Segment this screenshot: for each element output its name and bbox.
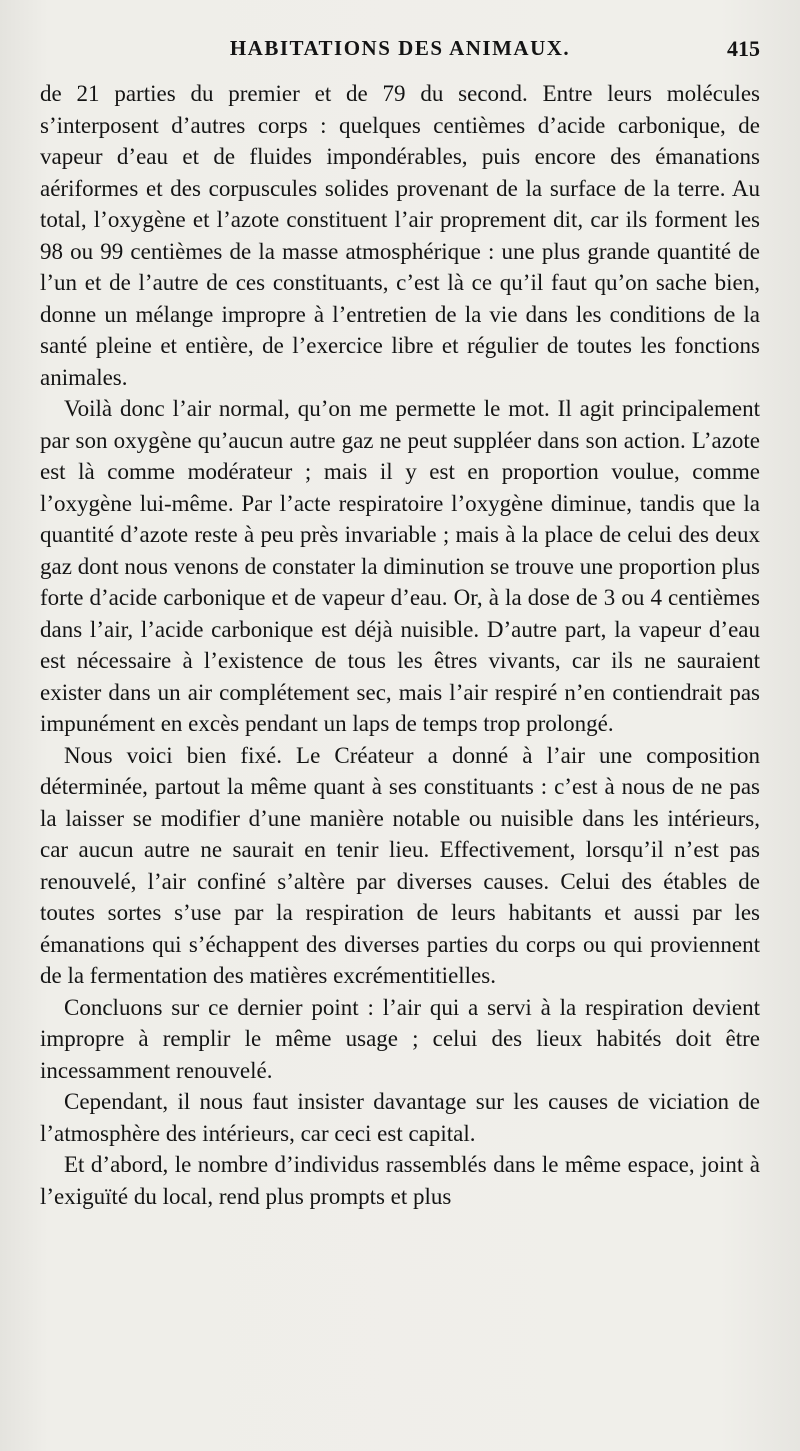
paragraph: Cependant, il nous faut insister davantage sur les causes de viciation de l’atmosphère des intérieurs, car ceci est capital. <box>40 1089 760 1146</box>
body-text <box>40 78 760 1212</box>
paragraph: Concluons sur ce dernier point : l’air qui a servi à la respiration devient impropre à remplir le même usage ; celui des lieux habités doit être incessamment renouvelé. <box>40 994 760 1083</box>
running-head <box>40 30 760 78</box>
paragraph: Voilà donc l’air normal, qu’on me permette le mot. Il agit principalement par son oxygène qu’aucun autre gaz ne peut suppléer dans son action. L’azote est là comme modérateur ; mais il y est en proportion voulue, comme l’oxygène lui-même. Par l’acte respiratoire l’oxygène diminue, tandis que la quantité d’azote reste à peu près invariable ; mais à la place de celui des deux gaz dont nous venons de constater la diminution se trouve une proportion plus forte d’acide carbonique et de vapeur d’eau. Or, à la dose de 3 ou 4 centièmes dans l’air, l’acide carbonique est déjà nuisible. D’autre part, la vapeur d’eau est nécessaire à l’existence de tous les êtres vivants, car ils ne sauraient exister dans un air complétement sec, mais l’air respiré n’en contiendrait pas impunément en excès pendant un laps de temps trop prolongé. <box>40 396 760 736</box>
paragraph: Et d’abord, le nombre d’individus rassemblés dans le même espace, joint à l’exiguïté du local, rend plus prompts et plus <box>40 1152 760 1209</box>
page-number: 415 <box>727 36 760 61</box>
running-title: HABITATIONS DES ANIMAUX. <box>229 36 571 60</box>
paragraph-continued: de 21 parties du premier et de 79 du second. Entre leurs molécules s’interposent d’autres corps : quelques centièmes d’acide carbonique, de vapeur d’eau et de fluides impondérables, puis encore des émanations aériformes et des corpuscules solides provenant de la surface de la terre. Au total, l’oxygène et l’azote constituent l’air proprement dit, car ils forment les 98 ou 99 centièmes de la masse atmosphérique : une plus grande quantité de l’un et de l’autre de ces constituants, c’est là ce qu’il faut qu’on sache bien, donne un mélange impropre à l’entretien de la vie dans les conditions de la santé pleine et entière, de l’exercice libre et régulier de toutes les fonctions animales. <box>40 81 760 390</box>
paragraph: Nous voici bien fixé. Le Créateur a donné à l’air une composition déterminée, partout la même quant à ses constituants : c’est à nous de ne pas la laisser se modifier d’une manière notable ou nuisible dans les intérieurs, car aucun autre ne saurait en tenir lieu. Effectivement, lorsqu’il n’est pas renouvelé, l’air confiné s’altère par diverses causes. Celui des étables de toutes sortes s’use par la respiration de leurs habitants et aussi par les émanations qui s’échappent des diverses parties du corps ou qui proviennent de la fermentation des matières excrémentitielles. <box>40 742 760 988</box>
